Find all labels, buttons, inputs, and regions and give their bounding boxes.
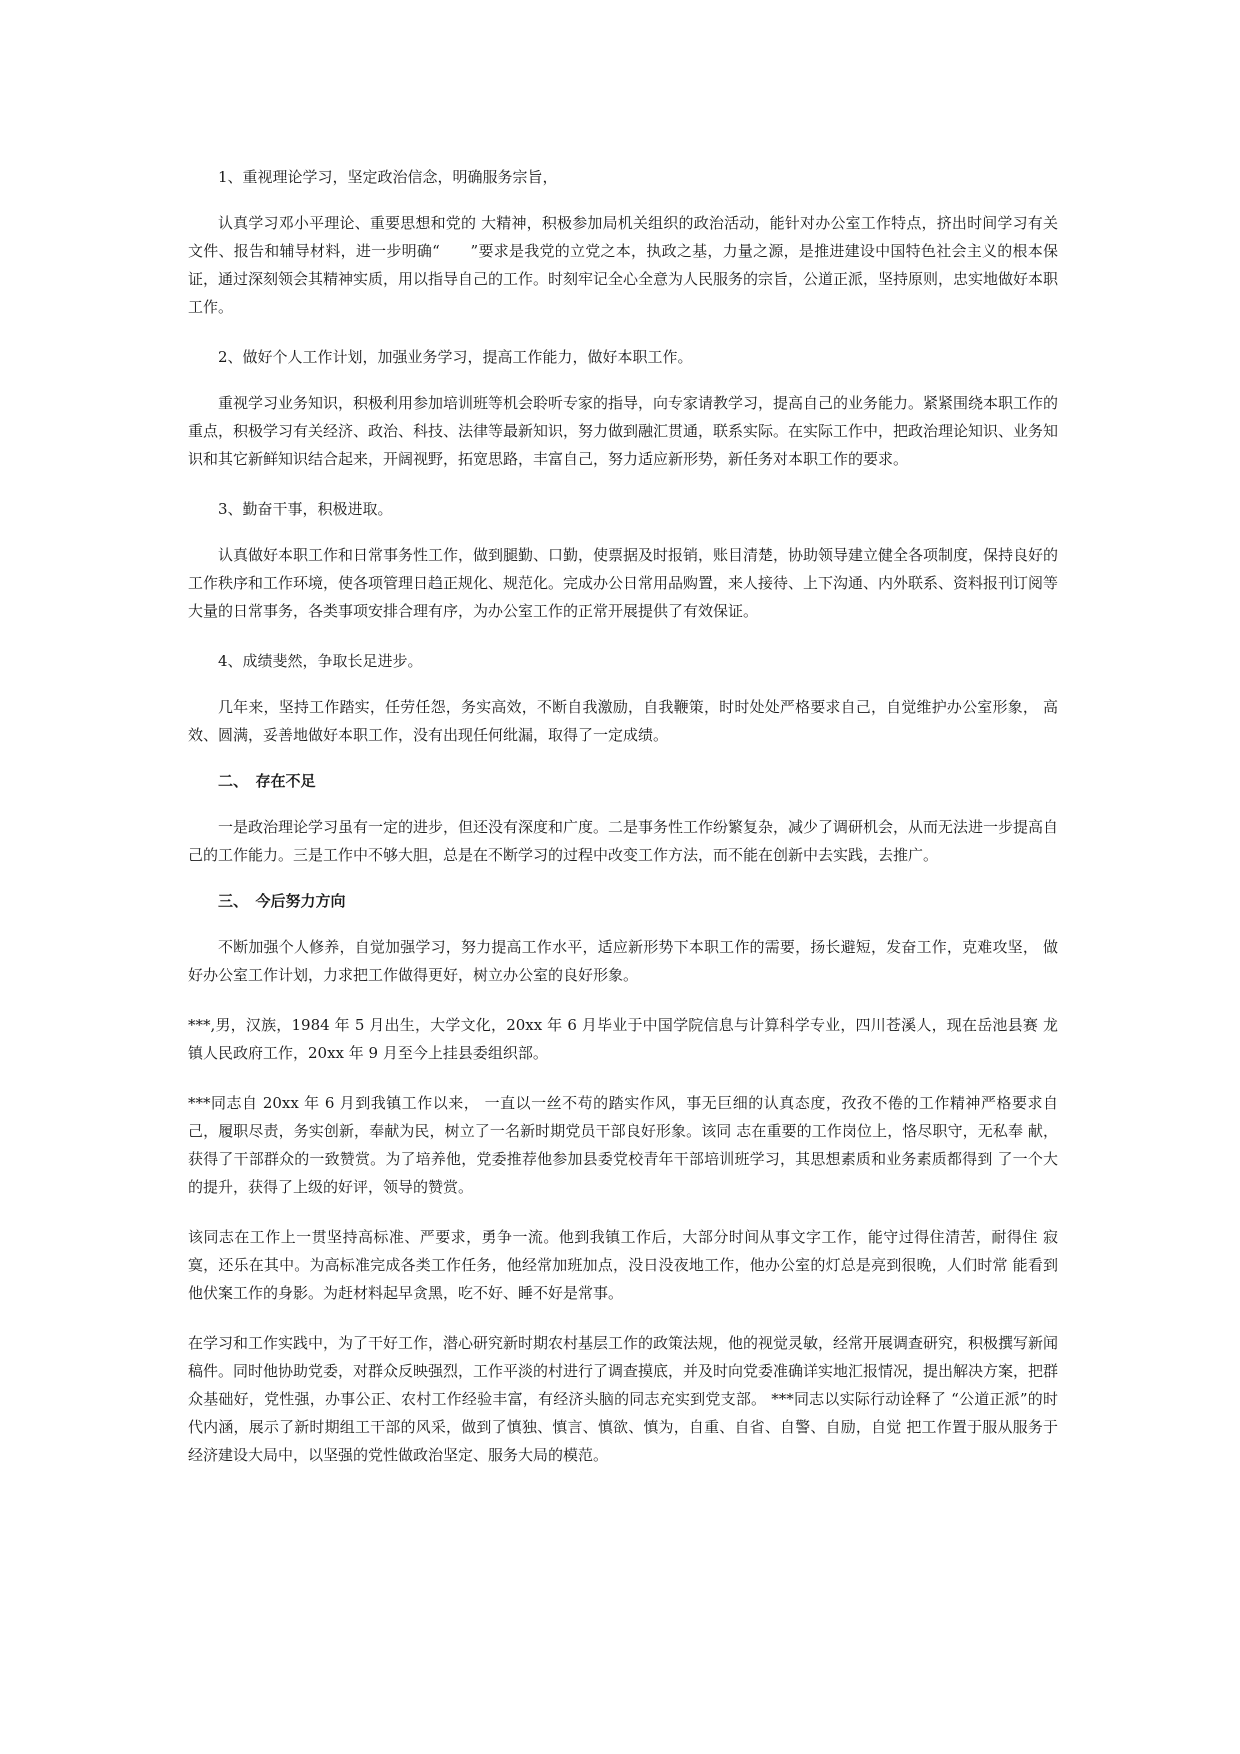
shortcomings-body: 一是政治理论学习虽有一定的进步，但还没有深度和广度。二是事务性工作纷繁复杂，减少了调研机会，从而无法进一步提高自己的工作能力。三是工作中不够大胆，总是在不断学习的过程中改变工作方法，而不能在创新中去实践，去推广。 (188, 818, 1059, 864)
section-4-heading: 4、成绩斐然，争取长足进步。 (218, 652, 423, 670)
document-page (188, 163, 1058, 1469)
section-2-heading: 2、做好个人工作计划，加强业务学习，提高工作能力，做好本职工作。 (218, 348, 693, 366)
section-1-heading: 1、重视理论学习，坚定政治信念，明确服务宗旨， (218, 168, 558, 186)
bio-paragraph-3: 该同志在工作上一贯坚持高标准、严要求，勇争一流。他到我镇工作后，大部分时间从事文字工作，能守过得住清苦，耐得住 寂寞，还乐在其中。为高标准完成各类工作任务，他经常加班加点，没日没夜地工作，他办公室的灯总是亮到很晚，人们时常 能看到他伏案工作的身影。为赶材料起早贪黑，吃不好、睡不好是常事。 (188, 1228, 1058, 1302)
heading-shortcomings: 二、 存在不足 (218, 772, 316, 790)
bio-paragraph-4: 在学习和工作实践中，为了干好工作，潜心研究新时期农村基层工作的政策法规，他的视觉灵敏，经常开展调查研究，积极撰写新闻稿件。同时他协助党委，对群众反映强烈，工作平淡的村进行了调查摸底，并及时向党委准确详实地汇报情况，提出解决方案，把群众基础好，党性强，办事公正、农村工作经验丰富，有经济头脑的同志充实到党支部。 ***同志以实际行动诠释了 “公道正派”的时代内涵，展示了新时期组工干部的风采，做到了慎独、慎言、慎欲、慎为，自重、自省、自警、自励，自觉 把工作置于服从服务于经济建设大局中，以坚强的党性做政治坚定、服务大局的模范。 (188, 1334, 1059, 1464)
bio-paragraph-2: ***同志自 20xx 年 6 月到我镇工作以来， 一直以一丝不苟的踏实作风，事无巨细的认真态度，孜孜不倦的工作精神严格要求自 己，履职尽责，务实创新，奉献为民，树立了一名新时期党员干部良好形象。该同 志在重要的工作岗位上，恪尽职守，无私奉 献，获得了干部群众的一致赞赏。为了培养他，党委推荐他参加县委党校青年干部培训班学习，其思想素质和业务素质都得到 了一个大的提升，获得了上级的好评，领导的赞赏。 (188, 1094, 1058, 1196)
section-3-body: 认真做好本职工作和日常事务性工作，做到腿勤、口勤，使票据及时报销，账目清楚，协助领导建立健全各项制度，保持良好的工作秩序和工作环境，使各项管理日趋正规化、规范化。完成办公日常用品购置，来人接待、上下沟通、内外联系、资料报刊订阅等大量的日常事务，各类事项安排合理有序，为办公室工作的正常开展提供了有效保证。 (188, 546, 1059, 620)
section-3-heading: 3、勤奋干事，积极进取。 (218, 500, 393, 518)
future-direction-body: 不断加强个人修养，自觉加强学习，努力提高工作水平，适应新形势下本职工作的需要，扬长避短，发奋工作，克难攻坚， 做好办公室工作计划，力求把工作做得更好，树立办公室的良好形象。 (188, 938, 1058, 984)
bio-paragraph-1: ***,男，汉族，1984 年 5 月出生，大学文化，20xx 年 6 月毕业于中国学院信息与计算科学专业，四川苍溪人，现在岳池县赛 龙镇人民政府工作，20xx 年 9 月至今上挂县委组织部。 (188, 1016, 1058, 1062)
section-4-body: 几年来，坚持工作踏实，任劳任怨，务实高效，不断自我激励，自我鞭策，时时处处严格要求自己，自觉维护办公室形象， 高效、圆满，妥善地做好本职工作，没有出现任何纰漏，取得了一定成绩。 (188, 698, 1058, 744)
heading-future-direction: 三、 今后努力方向 (218, 892, 346, 910)
section-2-body: 重视学习业务知识，积极利用参加培训班等机会聆听专家的指导，向专家请教学习，提高自己的业务能力。紧紧围绕本职工作的重点，积极学习有关经济、政治、科技、法律等最新知识，努力做到融汇贯通，联系实际。在实际工作中，把政治理论知识、业务知识和其它新鲜知识结合起来，开阔视野，拓宽思路，丰富自己，努力适应新形势，新任务对本职工作的要求。 (188, 394, 1059, 468)
section-1-body: 认真学习邓小平理论、重要思想和党的 大精神，积极参加局机关组织的政治活动，能针对办公室工作特点，挤出时间学习有关文件、报告和辅导材料，进一步明确“ ”要求是我党的立党之本，执政之基，力量之源，是推进建设中国特色社会主义的根本保证，通过深刻领会其精神实质，用以指导自己的工作。时刻牢记全心全意为人民服务的宗旨，公道正派，坚持原则，忠实地做好本职工作。 (188, 214, 1059, 316)
